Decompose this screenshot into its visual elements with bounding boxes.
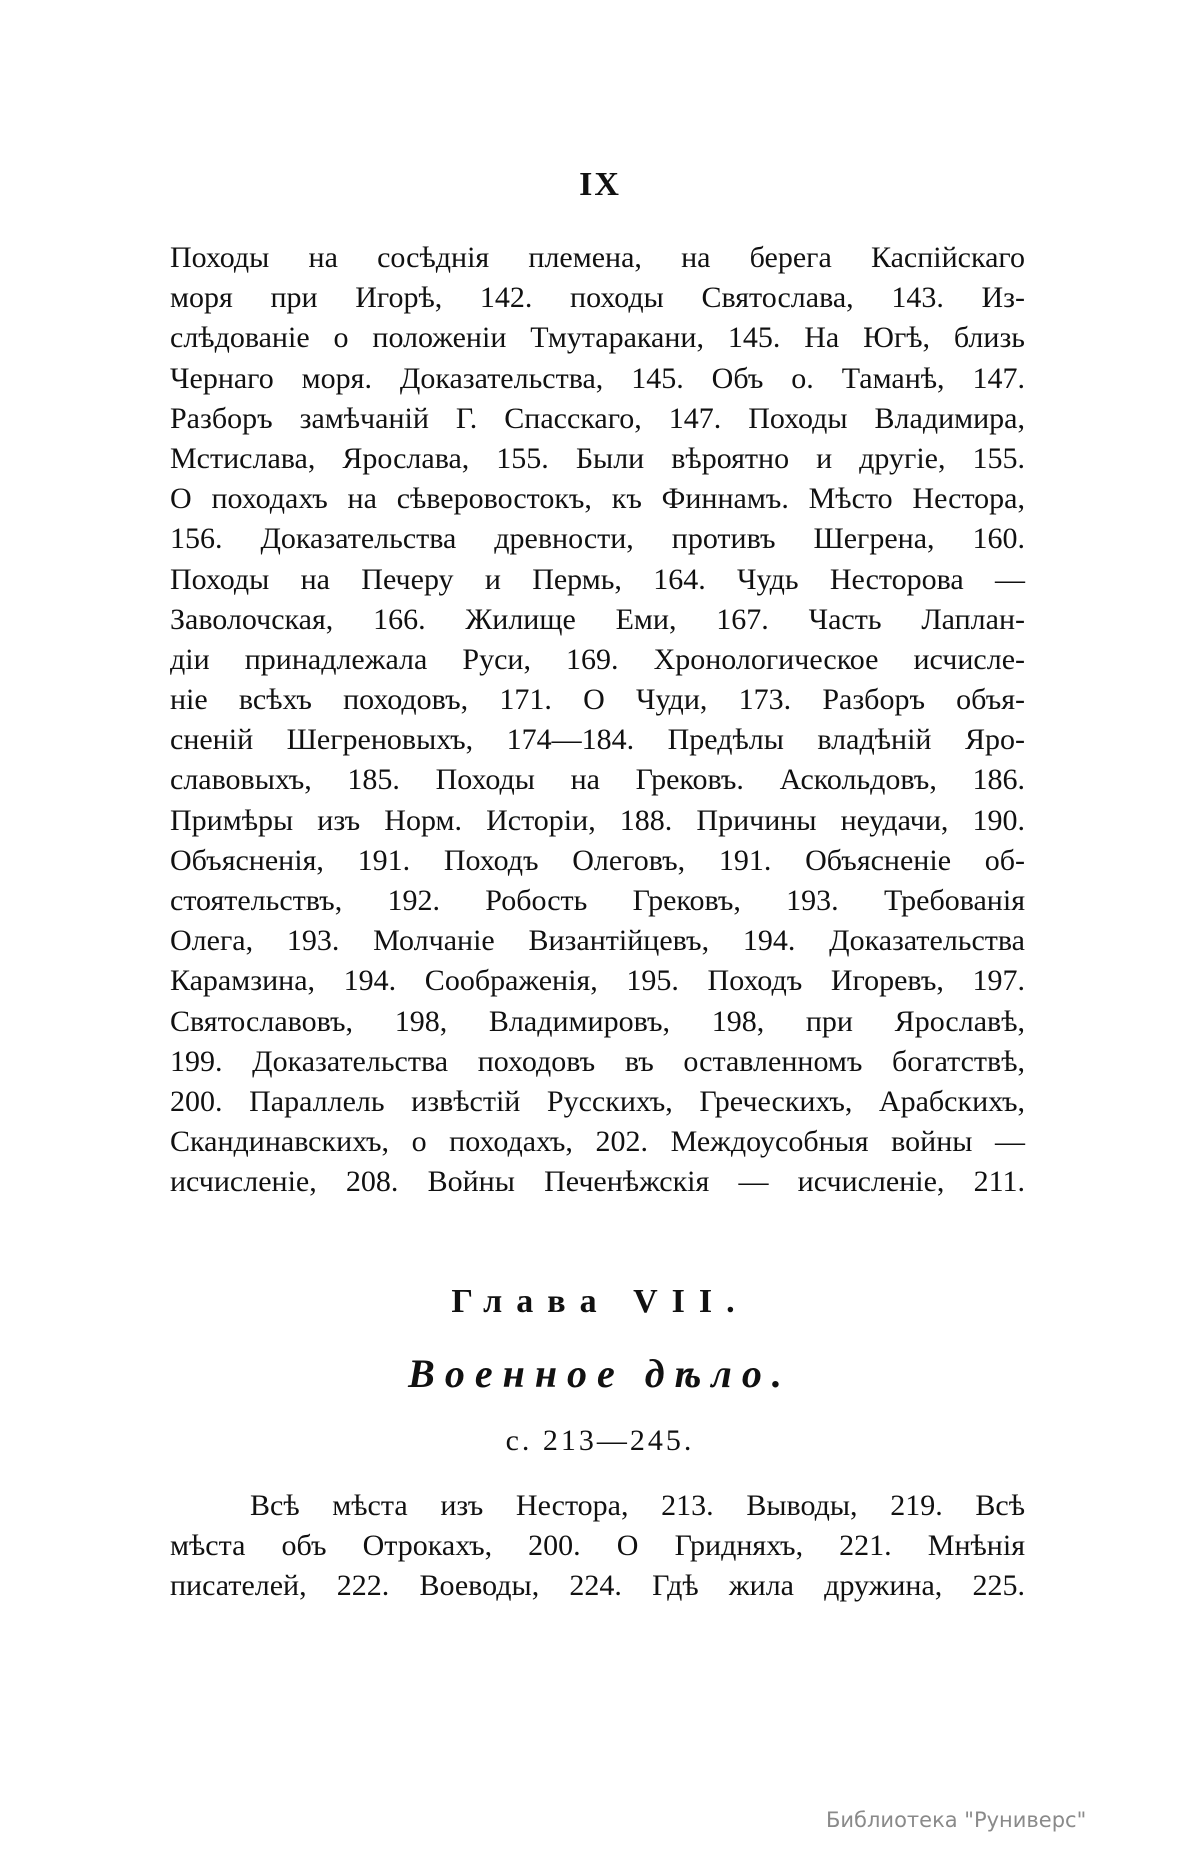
text-line: исчисленіе, 208. Войны Печенѣжскія — исчисленіе, 211.: [170, 1165, 1025, 1199]
text-line: Примѣры изъ Норм. Исторіи, 188. Причины неудачи, 190.: [170, 803, 1025, 837]
text-line: Разборъ замѣчаній Г. Спасскаго, 147. Походы Владимира,: [170, 401, 1025, 435]
chapter-page-range: с. 213—245.: [505, 1424, 695, 1457]
text-line: Заволочская, 166. Жилище Еми, 167. Часть Лаплан-: [170, 602, 1025, 636]
text-line: О походахъ на сѣверовостокъ, къ Финнамъ. Мѣсто Нестора,: [170, 482, 1025, 516]
page-number: IX: [579, 166, 621, 203]
text-line: Скандинавскихъ, о походахъ, 202. Междоусобныя войны —: [170, 1125, 1025, 1159]
chapter-subtitle: Военное дѣло.: [408, 1351, 792, 1396]
text-line: мѣста объ Отрокахъ, 200. О Гридняхъ, 221. Мнѣнія: [170, 1529, 1025, 1563]
chapter-heading: Глава VII.: [451, 1283, 749, 1320]
text-line: слѣдованіе о положеніи Тмутаракани, 145. На Югѣ, близь: [170, 321, 1025, 355]
text-line: славовыхъ, 185. Походы на Грековъ. Аскольдовъ, 186.: [170, 763, 1025, 797]
text-line: Олега, 193. Молчаніе Византійцевъ, 194. Доказательства: [170, 924, 1025, 958]
text-line: 199. Доказательства походовъ въ оставленномъ богатствѣ,: [170, 1044, 1025, 1078]
text-line: 200. Параллель извѣстій Русскихъ, Греческихъ, Арабскихъ,: [170, 1084, 1025, 1118]
text-line: Чернаго моря. Доказательства, 145. Объ о. Таманѣ, 147.: [170, 361, 1025, 395]
text-line: Карамзина, 194. Соображенія, 195. Походъ Игоревъ, 197.: [170, 964, 1025, 998]
text-line: Объясненія, 191. Походъ Олеговъ, 191. Объясненіе об-: [170, 843, 1025, 877]
text-line: стоятельствъ, 192. Робость Грековъ, 193. Требованія: [170, 884, 1025, 917]
contents-paragraph: [170, 238, 1025, 1203]
text-line: Всѣ мѣста изъ Нестора, 213. Выводы, 219. Всѣ: [250, 1489, 1025, 1522]
text-line: ніе всѣхъ походовъ, 171. О Чуди, 173. Разборъ объя-: [170, 683, 1025, 717]
text-line: Походы на сосѣднія племена, на берега Каспійскаго: [170, 241, 1025, 274]
text-line: діи принадлежала Руси, 169. Хронологическое исчисле-: [170, 642, 1025, 676]
chapter-paragraph: [170, 1486, 1025, 1607]
text-line: 156. Доказательства древности, противъ Шегрена, 160.: [170, 522, 1025, 556]
text-line: сненій Шегреновыхъ, 174—184. Предѣлы владѣній Яро-: [170, 723, 1025, 757]
library-watermark: Библиотека "Руниверс": [826, 1808, 1087, 1832]
text-line: писателей, 222. Воеводы, 224. Гдѣ жила дружина, 225.: [170, 1569, 1025, 1603]
text-line: Мстислава, Ярослава, 155. Были вѣроятно и другіе, 155.: [170, 441, 1025, 475]
text-line: Святославовъ, 198, Владимировъ, 198, при Ярославѣ,: [170, 1004, 1025, 1038]
text-line: Походы на Печеру и Пермь, 164. Чудь Несторова —: [170, 562, 1025, 596]
text-line: моря при Игорѣ, 142. походы Святослава, 143. Из-: [170, 281, 1025, 315]
